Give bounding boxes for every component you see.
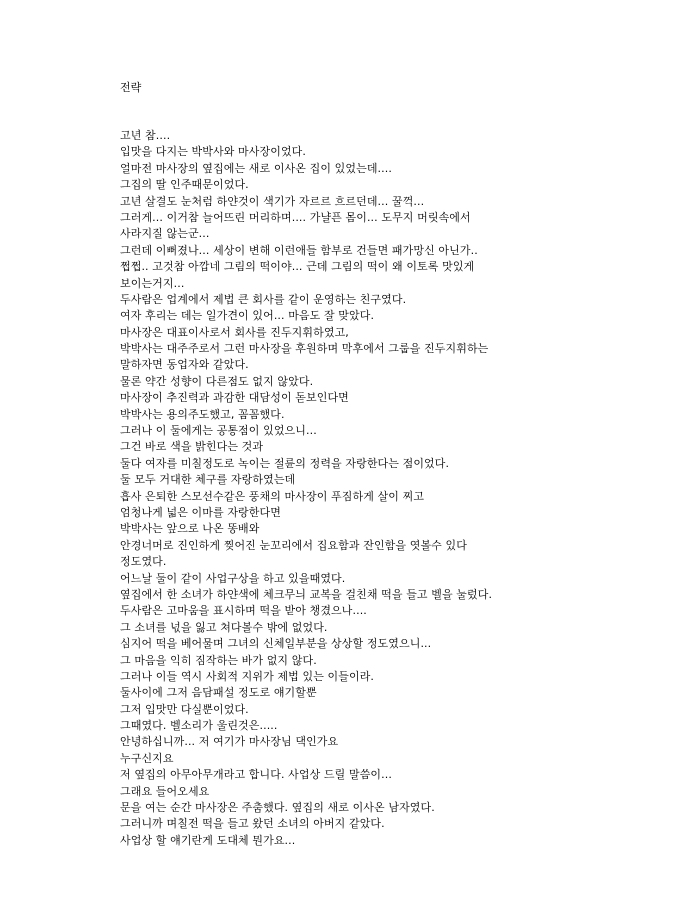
text-line: 저 옆집의 아무아무개라고 합니다. 사업상 드릴 말씀이... — [120, 768, 392, 782]
text-line: 고년 살결도 눈처럼 하얀것이 색기가 자르르 흐르던데... 꿀꺽... — [120, 194, 425, 208]
text-line: 여자 후리는 데는 일가견이 있어... 마음도 잘 맞았다. — [120, 309, 375, 323]
text-line: 그런데 이뻐졌나... 세상이 변해 이런애들 함부로 건들면 패가망신 아닌가.. — [120, 243, 478, 257]
text-line: 흡사 은퇴한 스모선수같은 풍채의 마사장이 푸짐하게 살이 찌고 — [120, 489, 425, 503]
text-line: 둘다 여자를 미칠정도로 녹이는 절륜의 정력을 자랑한다는 점이었다. — [120, 456, 450, 470]
text-line: 누구신지요 — [120, 751, 174, 765]
text-line: 그 소녀를 넋을 잃고 쳐다볼수 밖에 없었다. — [120, 620, 328, 634]
text-line: 마사장은 대표이사로서 회사를 진두지휘하였고, — [120, 325, 349, 339]
text-line: 말하자면 동업자와 같았다. — [120, 358, 249, 372]
text-line: 입맛을 다지는 박박사와 마사장이었다. — [120, 145, 307, 159]
text-line: 그때였다. 벨소리가 울린것은..... — [120, 719, 278, 733]
text-line: 사라지질 않는군... — [120, 227, 210, 241]
text-line: 둘 모두 거대한 체구를 자랑하였는데 — [120, 473, 296, 487]
text-line: 어느날 둘이 같이 사업구상을 하고 있을때였다. — [120, 571, 346, 585]
text-line: 옆집에서 한 소녀가 하얀색에 체크무늬 교복을 걸친채 떡을 들고 벨을 눌렀다. — [120, 587, 493, 601]
text-line: 그건 바로 색을 밝힌다는 것과 — [120, 440, 264, 454]
text-line: 안경너머로 진인하게 찢어진 눈꼬리에서 집요함과 잔인함을 엿볼수 있다 — [120, 538, 467, 552]
text-line: 안녕하십니까... 저 여기가 마사장님 댁인가요 — [120, 735, 339, 749]
text-line: 그래요 들어오세요 — [120, 784, 210, 798]
text-line: 사업상 할 얘기란게 도대체 뭔가요... — [120, 833, 296, 847]
text-line: 마사장이 추진력과 과감한 대담성이 돋보인다면 — [120, 391, 349, 405]
text-line: 그 마음을 익히 짐작하는 바가 없지 않다. — [120, 653, 317, 667]
text-line: 그러니까 며칠전 떡을 들고 왔던 소녀의 아버지 같았다. — [120, 817, 385, 831]
text-line: 박박사는 앞으로 나온 똥배와 — [120, 522, 260, 536]
text-line: 그저 입맛만 다실뿐이었다. — [120, 702, 249, 716]
text-line: 두사람은 고마움을 표시하며 떡을 받아 챙겼으나.... — [120, 604, 367, 618]
text-line: 박박사는 대주주로서 그런 마사장을 후원하며 막후에서 그룹을 진두지휘하는 — [120, 342, 489, 356]
text-line: 엄청나게 넓은 이마를 자랑한다면 — [120, 505, 281, 519]
text-line: 물론 약간 성향이 다른점도 없지 않았다. — [120, 374, 314, 388]
text-line: 그러나 이들 역시 사회적 지위가 제법 있는 이들이라. — [120, 669, 375, 683]
text-line: 얼마전 마사장의 옆집에는 새로 이사온 집이 있었는데.... — [120, 161, 392, 175]
text-line: 둘사이에 그저 음담패설 정도로 얘기할뿐 — [120, 686, 317, 700]
document-title: 전략 — [120, 81, 142, 94]
text-line: 그러나 이 둘에게는 공통점이 있었으니... — [120, 424, 317, 438]
text-line: 두사람은 업계에서 제법 큰 회사를 같이 운영하는 친구였다. — [120, 292, 407, 306]
document-body — [120, 128, 580, 849]
text-line: 정도였다. — [120, 555, 167, 569]
text-line: 심지어 떡을 베어물며 그녀의 신체일부분을 상상할 정도였으니... — [120, 637, 432, 651]
text-line: 그집의 딸 인주때문이었다. — [120, 178, 249, 192]
text-line: 쩝쩝.. 고것참 아깝네 그림의 떡이야... 근데 그림의 떡이 왜 이토록 맛있게 — [120, 260, 475, 274]
text-line: 그러게... 이거참 늘어뜨린 머리하며.... 가냘픈 몸이... 도무지 머릿속에서 — [120, 210, 471, 224]
text-line: 문을 여는 순간 마사장은 주춤했다. 옆집의 새로 이사온 남자였다. — [120, 801, 435, 815]
text-line: 고년 참.... — [120, 129, 171, 142]
text-line: 보이는거지... — [120, 276, 185, 290]
text-line: 박박사는 용의주도했고, 꼼꼼했다. — [120, 407, 285, 421]
